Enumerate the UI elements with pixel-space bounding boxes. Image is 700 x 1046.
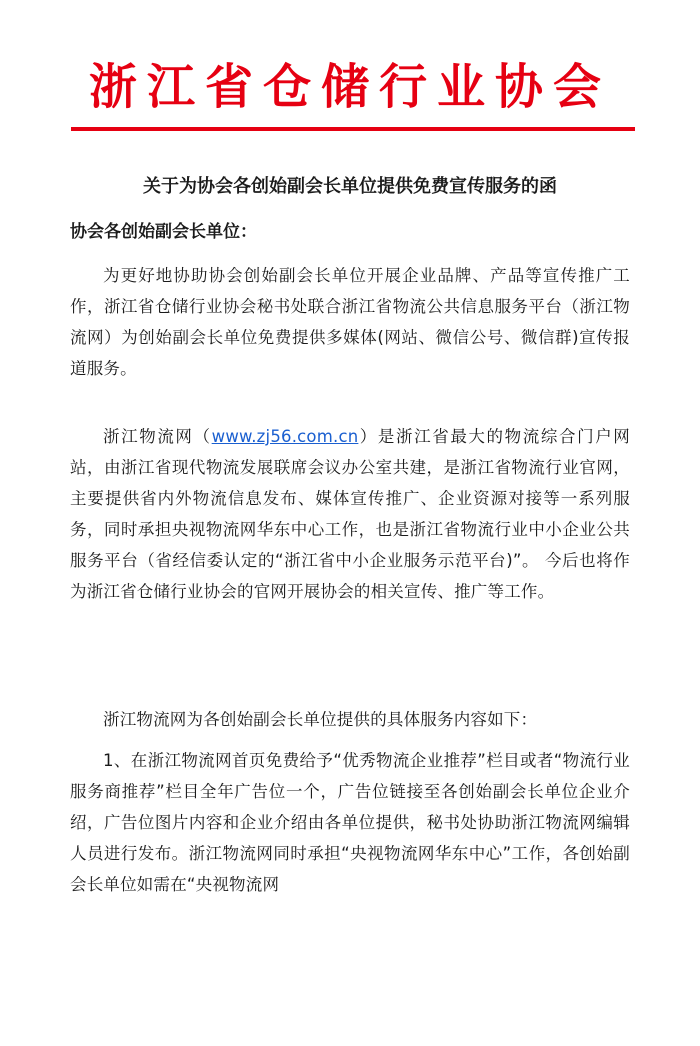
organization-name-header: 浙江省仓储行业协会 [88,59,611,115]
paragraph-intro-text: 为更好地协助协会创始副会长单位开展企业品牌、产品等宣传推广工作，浙江省仓储行业协会秘书处联合浙江省物流公共信息服务平台（浙江物流网）为创始副会长单位免费提供多媒体(网站、微信公号、微信群)宣传报道服务。 [70,266,630,378]
letter-salutation: 协会各创始副会长单位： [70,222,257,242]
paragraph-service-item-1 [70,745,630,900]
letter-title: 关于为协会各创始副会长单位提供免费宣传服务的函 [143,176,557,197]
paragraph-services-intro [70,704,630,735]
paragraph-about-platform [70,421,630,607]
website-link[interactable]: www.zj56.com.cn [211,427,359,446]
paragraph-about-rest: ）是浙江省最大的物流综合门户网站，由浙江省现代物流发展联席会议办公室共建，是浙江省物流行业官网，主要提供省内外物流信息发布、媒体宣传推广、企业资源对接等一系列服务，同时承担央视物流网华东中心工作，也是浙江省物流行业中小企业公共服务平台（省经信委认定的“浙江省中小企业服务示范平台)”。 今后也将作为浙江省仓储行业协会的官网开展协会的相关宣传、推广等工作。 [70,427,631,601]
paragraph-service-item-1-text: 1、在浙江物流网首页免费给予“优秀物流企业推荐”栏目或者“物流行业服务商推荐”栏目全年广告位一个，广告位链接至各创始副会长单位企业介绍，广告位图片内容和企业介绍由各单位提供，秘书处协助浙江物流网编辑人员进行发布。浙江物流网同时承担“央视物流网华东中心”工作，各创始副会长单位如需在“央视物流网 [70,751,630,894]
paragraph-about-lead: 浙江物流网（ [103,427,212,446]
paragraph-intro [70,260,630,384]
paragraph-about-platform-text [70,421,630,607]
paragraph-services-intro-text: 浙江物流网为各创始副会长单位提供的具体服务内容如下： [103,710,538,729]
header-red-rule [71,127,635,131]
